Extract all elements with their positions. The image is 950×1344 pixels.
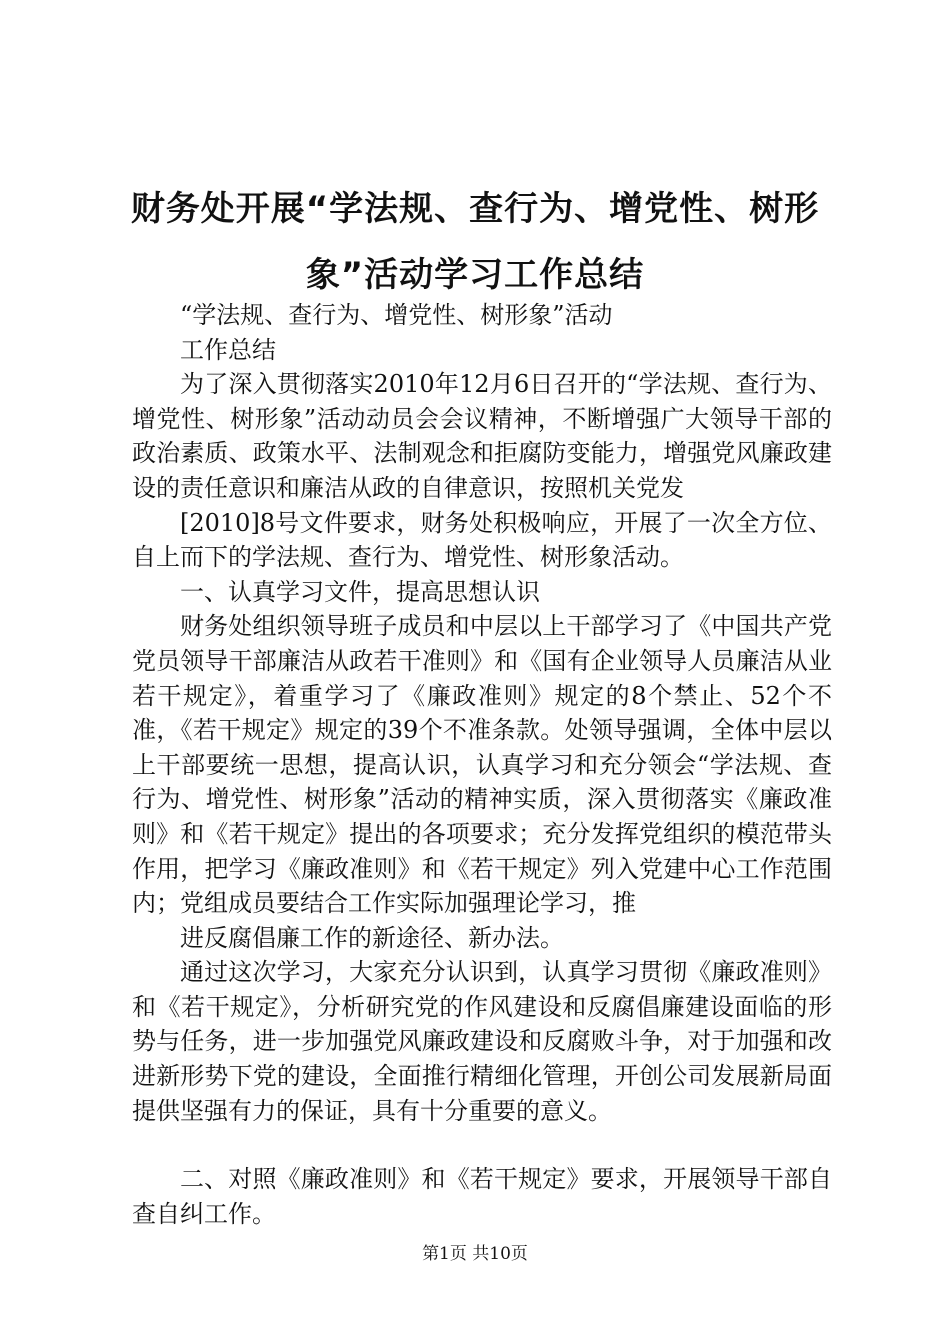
paragraph-study: 财务处组织领导班子成员和中层以上干部学习了《中国共产党党员领导干部廉洁从政若干准则》和《国有企业领导人员廉洁从业若干规定》，着重学习了《廉政准则》规定的8个禁止、52个不准，《若干规定》规定的39个不准条款。处领导强调，全体中层以上干部要统一思想，提高认识，认真学习和充分领会“学法规、查行为、增党性、树形象”活动的精神实质，深入贯彻落实《廉政准则》和《若干规定》提出的各项要求；充分发挥党组织的模范带头作用，把学习《廉政准则》和《若干规定》列入党建中心工作范围内；党组成员要结合工作实际加强理论学习，推 [132, 612, 832, 918]
paragraph-intro-cont: [2010]8号文件要求，财务处积极响应，开展了一次全方位、自上而下的学法规、查行为、增党性、树形象活动。 [132, 508, 832, 572]
paragraph-subtitle-1: “学法规、查行为、增党性、树形象”活动 [180, 301, 613, 329]
paragraph-intro: 为了深入贯彻落实2010年12月6日召开的“学法规、查行为、增党性、树形象”活动动员会会议精神，不断增强广大领导干部的政治素质、政策水平、法制观念和拒腐防变能力，增强党风廉政建设的责任意识和廉洁从政的自律意识，按照机关党发 [132, 370, 832, 502]
paragraph-study-cont: 进反腐倡廉工作的新途径、新办法。 [180, 923, 564, 952]
document-body [132, 298, 832, 1231]
paragraph-conclusion: 通过这次学习，大家充分认识到，认真学习贯彻《廉政准则》和《若干规定》，分析研究党的作风建设和反腐倡廉建设面临的形势与任务，进一步加强党风廉政建设和反腐败斗争，对于加强和改进新形势下党的建设，全面推行精细化管理，开创公司发展新局面提供坚强有力的保证，具有十分重要的意义。 [132, 958, 832, 1125]
section-heading-2: 二、对照《廉政准则》和《若干规定》要求，开展领导干部自查自纠工作。 [132, 1165, 832, 1228]
paragraph-subtitle-2: 工作总结 [180, 335, 276, 364]
page-footer: 第1页 共10页 [422, 1244, 528, 1264]
document-title: 财务处开展“学法规、查行为、增党性、树形象”活动学习工作总结 [130, 189, 820, 295]
section-heading-1: 一、认真学习文件，提高思想认识 [180, 577, 540, 606]
